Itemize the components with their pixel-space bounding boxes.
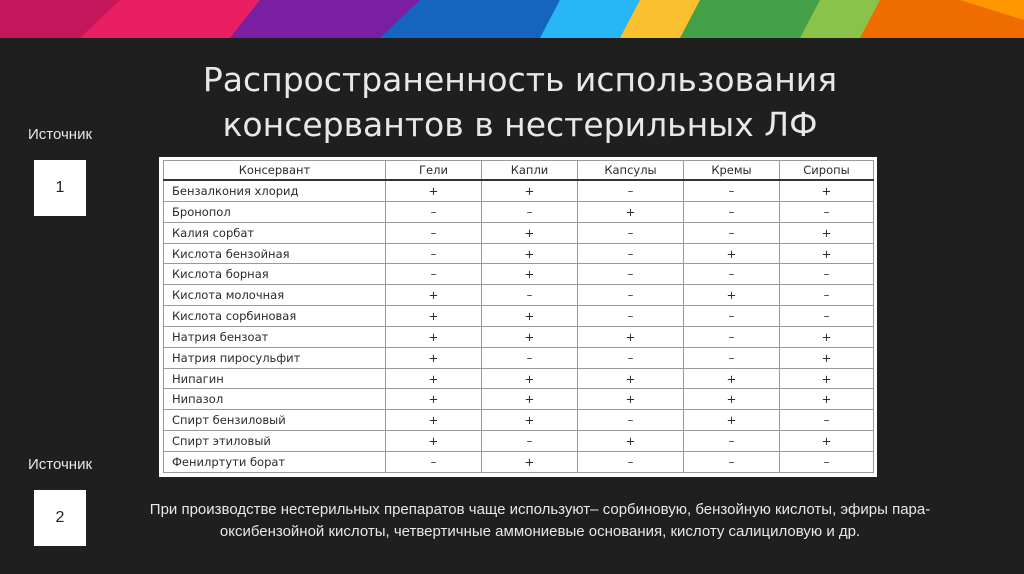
usage-mark-cell: – <box>578 347 684 368</box>
usage-mark-cell: – <box>386 243 482 264</box>
preservatives-table <box>163 160 874 473</box>
usage-mark-cell: + <box>482 180 578 201</box>
usage-mark-cell: + <box>386 306 482 327</box>
table-row <box>164 389 874 410</box>
column-header: Капли <box>482 161 578 181</box>
table-header <box>164 161 874 181</box>
usage-mark-cell: – <box>684 347 780 368</box>
usage-mark-cell: + <box>386 368 482 389</box>
usage-mark-cell: – <box>684 326 780 347</box>
usage-mark-cell: + <box>578 201 684 222</box>
usage-mark-cell: – <box>578 222 684 243</box>
usage-mark-cell: + <box>386 389 482 410</box>
preservative-name-cell: Кислота сорбиновая <box>164 306 386 327</box>
conclusion-note: При производстве нестерильных препаратов чаще используют– сорбиновую, бензойную кислоты, эфиры пара-оксибензойной кислоты, четвертичные аммониевые основания, кислоту салициловую и др. <box>149 501 931 540</box>
usage-mark-cell: + <box>780 431 874 452</box>
usage-mark-cell: – <box>684 222 780 243</box>
usage-mark-cell: + <box>482 410 578 431</box>
usage-mark-cell: + <box>684 243 780 264</box>
usage-mark-cell: + <box>684 389 780 410</box>
usage-mark-cell: – <box>780 452 874 473</box>
preservatives-table-container <box>159 157 877 477</box>
usage-mark-cell: – <box>386 201 482 222</box>
table-row <box>164 410 874 431</box>
usage-mark-cell: – <box>578 264 684 285</box>
usage-mark-cell: + <box>780 222 874 243</box>
usage-mark-cell: + <box>780 326 874 347</box>
usage-mark-cell: + <box>780 368 874 389</box>
usage-mark-cell: + <box>482 306 578 327</box>
table-row <box>164 201 874 222</box>
preservative-name-cell: Нипазол <box>164 389 386 410</box>
slide-title <box>130 57 910 147</box>
usage-mark-cell: + <box>780 243 874 264</box>
decorative-banner <box>0 0 1024 38</box>
title-line-2: консервантов в нестерильных ЛФ <box>222 105 818 144</box>
usage-mark-cell: – <box>780 306 874 327</box>
usage-mark-cell: – <box>386 264 482 285</box>
usage-mark-cell: + <box>684 410 780 431</box>
preservative-name-cell: Фенилртути борат <box>164 452 386 473</box>
usage-mark-cell: + <box>482 452 578 473</box>
column-header: Капсулы <box>578 161 684 181</box>
table-header-row <box>164 161 874 181</box>
usage-mark-cell: – <box>780 410 874 431</box>
usage-mark-cell: + <box>482 326 578 347</box>
usage-mark-cell: – <box>578 306 684 327</box>
usage-mark-cell: + <box>578 389 684 410</box>
usage-mark-cell: – <box>578 180 684 201</box>
usage-mark-cell: + <box>684 285 780 306</box>
table-row <box>164 264 874 285</box>
usage-mark-cell: + <box>780 347 874 368</box>
preservative-name-cell: Нипагин <box>164 368 386 389</box>
usage-mark-cell: + <box>386 180 482 201</box>
table-row <box>164 243 874 264</box>
usage-mark-cell: – <box>684 201 780 222</box>
usage-mark-cell: – <box>578 285 684 306</box>
usage-mark-cell: + <box>684 368 780 389</box>
table-body <box>164 180 874 473</box>
usage-mark-cell: + <box>578 326 684 347</box>
usage-mark-cell: + <box>386 410 482 431</box>
usage-mark-cell: – <box>482 285 578 306</box>
usage-mark-cell: + <box>386 285 482 306</box>
title-line-1: Распространенность использования <box>202 60 838 99</box>
usage-mark-cell: – <box>684 264 780 285</box>
usage-mark-cell: + <box>386 347 482 368</box>
table-row <box>164 326 874 347</box>
usage-mark-cell: + <box>482 389 578 410</box>
usage-mark-cell: + <box>386 431 482 452</box>
usage-mark-cell: + <box>578 431 684 452</box>
usage-mark-cell: – <box>386 222 482 243</box>
preservative-name-cell: Кислота молочная <box>164 285 386 306</box>
table-row <box>164 285 874 306</box>
preservative-name-cell: Кислота борная <box>164 264 386 285</box>
usage-mark-cell: – <box>482 201 578 222</box>
column-header: Кремы <box>684 161 780 181</box>
source-1-box: 1 <box>34 160 86 216</box>
usage-mark-cell: + <box>780 180 874 201</box>
preservative-name-cell: Кислота бензойная <box>164 243 386 264</box>
table-row <box>164 306 874 327</box>
usage-mark-cell: – <box>482 347 578 368</box>
table-row <box>164 368 874 389</box>
usage-mark-cell: – <box>578 452 684 473</box>
column-header: Сиропы <box>780 161 874 181</box>
usage-mark-cell: – <box>780 201 874 222</box>
usage-mark-cell: – <box>780 264 874 285</box>
usage-mark-cell: – <box>780 285 874 306</box>
preservative-name-cell: Спирт этиловый <box>164 431 386 452</box>
preservative-name-cell: Натрия бензоат <box>164 326 386 347</box>
preservative-name-cell: Спирт бензиловый <box>164 410 386 431</box>
usage-mark-cell: + <box>780 389 874 410</box>
usage-mark-cell: + <box>482 264 578 285</box>
table-row <box>164 180 874 201</box>
preservative-name-cell: Бронопол <box>164 201 386 222</box>
usage-mark-cell: – <box>684 306 780 327</box>
table-row <box>164 347 874 368</box>
usage-mark-cell: – <box>578 410 684 431</box>
usage-mark-cell: – <box>386 452 482 473</box>
usage-mark-cell: – <box>684 431 780 452</box>
usage-mark-cell: + <box>386 326 482 347</box>
preservative-name-cell: Бензалкония хлорид <box>164 180 386 201</box>
table-row <box>164 452 874 473</box>
usage-mark-cell: + <box>482 243 578 264</box>
preservative-name-cell: Калия сорбат <box>164 222 386 243</box>
preservative-name-cell: Натрия пиросульфит <box>164 347 386 368</box>
usage-mark-cell: – <box>684 452 780 473</box>
table-row <box>164 431 874 452</box>
column-header: Консервант <box>164 161 386 181</box>
usage-mark-cell: – <box>684 180 780 201</box>
source-2-label: Источник <box>28 456 93 473</box>
source-1-label: Источник <box>28 126 93 143</box>
usage-mark-cell: – <box>482 431 578 452</box>
column-header: Гели <box>386 161 482 181</box>
usage-mark-cell: + <box>482 368 578 389</box>
table-row <box>164 222 874 243</box>
usage-mark-cell: + <box>578 368 684 389</box>
usage-mark-cell: – <box>578 243 684 264</box>
usage-mark-cell: + <box>482 222 578 243</box>
source-2-box: 2 <box>34 490 86 546</box>
